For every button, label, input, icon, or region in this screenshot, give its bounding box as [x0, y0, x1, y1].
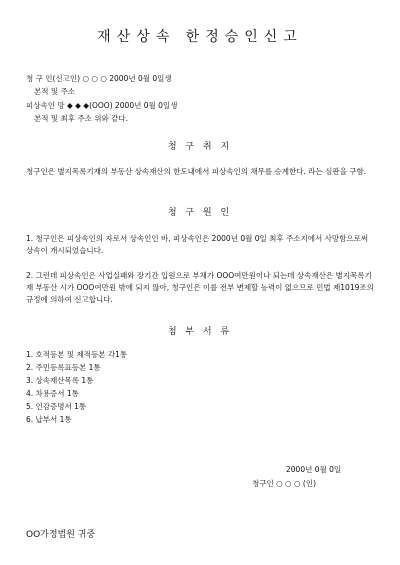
- attachment-item: 3. 상속재산목록 1통: [26, 376, 94, 385]
- claim-purpose-text: 청구인은 별지목록기재의 부동산 상속재산의 한도내에서 피상속인의 채무를 승계한다. 라는 심판을 구함.: [26, 167, 367, 176]
- attachment-item: 2. 주민등록표등본 1통: [26, 363, 101, 372]
- claim-reason-1: 1. 청구인은 피상속인의 자로서 상속인인 바, 피상속인은 2000년 0월 0일 최후 주소지에서 사망함으로써 상속이 개시되었습니다.: [26, 234, 369, 255]
- decedent-line: 피상속인 망 ◆ ◆ ◆(OOO) 2000년 0월 0일생: [26, 101, 178, 110]
- petitioner-line: 청 구 인(신고인) ○ ○ ○ 2000년 0월 0일생: [26, 74, 172, 83]
- claim-reason-2: 2. 그런데 피상속인은 사업실패와 장기간 입원으로 부채가 OOO여만원이나 되는데 상속재산은 별지목록기재 부동산 시가 OOO여만원 밖에 되지 않아, 청구인은 이를 전부 변제할 능력이 없으므로 민법 제1019조의 규정에 의하여 신고합니다.: [26, 271, 374, 304]
- claim-reasons-heading: 청 구 원 인: [167, 208, 233, 218]
- filing-date: 2000년 0월 0일: [286, 465, 342, 474]
- attachment-item: 5. 인감증명서 1통: [26, 402, 87, 411]
- claim-purpose-heading: 청 구 취 지: [167, 142, 233, 152]
- attachment-item: 1. 호적등본 및 제적등본 각1통: [26, 350, 128, 359]
- court-addressee: OO가정법원 귀중: [26, 530, 96, 540]
- attachments-heading: 첨 부 서 류: [167, 327, 233, 337]
- petitioner-address-label: 본적 및 주소: [34, 87, 75, 96]
- decedent-address-line: 본적 및 최후 주소 위와 같다.: [34, 114, 128, 123]
- document-title: 재산상속 한정승인신고: [97, 29, 303, 45]
- petitioner-signature: 청구인 ○ ○ ○ (인): [252, 479, 317, 488]
- attachment-item: 6. 납부서 1통: [26, 415, 72, 424]
- attachment-item: 4. 차용증서 1통: [26, 389, 79, 398]
